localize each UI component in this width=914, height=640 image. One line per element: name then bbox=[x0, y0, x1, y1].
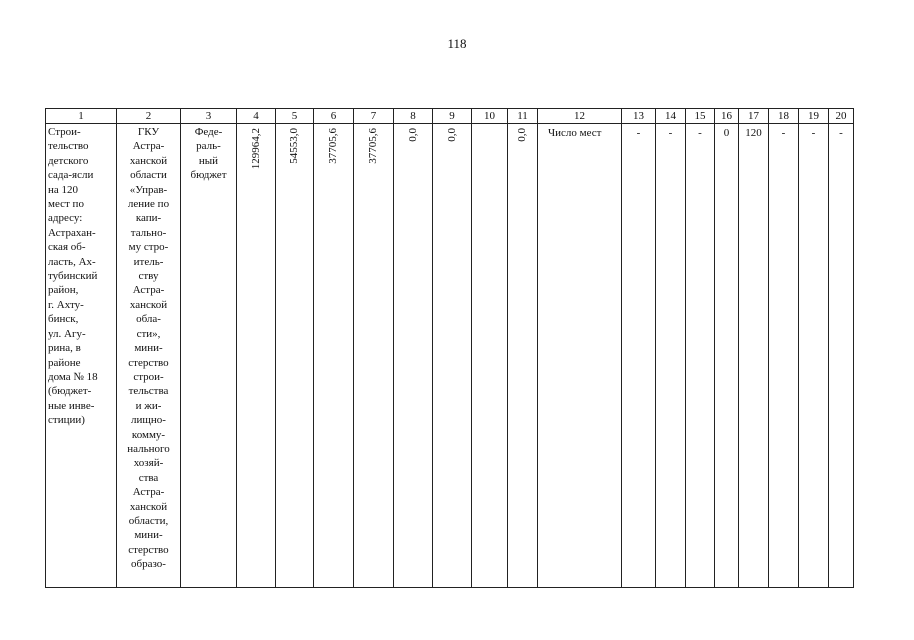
object-name: Строи- тельство детского сада-ясли на 120 мест по адресу: Астрахан- ская об- ласть, Ах- тубинский район, г. Ахту- бинск, ул. Агу- рина, в районе дома № 18 (бюджет- ные инве- стиции) bbox=[48, 126, 98, 427]
value-16: 0 bbox=[723, 127, 730, 139]
col-header-16: 16 bbox=[715, 109, 739, 124]
value-5: 54553,0 bbox=[288, 128, 300, 164]
value-17: 120 bbox=[745, 127, 762, 139]
cell-source bbox=[181, 124, 237, 588]
cell-16 bbox=[715, 124, 739, 588]
value-20: - bbox=[839, 127, 843, 139]
cell-5 bbox=[276, 124, 314, 588]
col-header-7: 7 bbox=[354, 109, 394, 124]
cell-10 bbox=[472, 124, 508, 588]
col-header-8: 8 bbox=[394, 109, 433, 124]
funding-source: Феде- раль- ный бюджет bbox=[190, 126, 227, 182]
cell-8 bbox=[394, 124, 433, 588]
cell-19 bbox=[799, 124, 829, 588]
col-header-19: 19 bbox=[799, 109, 829, 124]
program-table bbox=[45, 108, 854, 588]
indicator-name: Число мест bbox=[548, 127, 602, 139]
col-header-2: 2 bbox=[117, 109, 181, 124]
customer-name: ГКУ Астра- ханской области «Управ- ление по капи- тально- му стро- итель- ству Астра- ханской обла- сти», мини- стерство строи- тельства и жи- лищно- комму- нального хозяй- ства Астра- ханской области, мини- стерство образо- bbox=[127, 126, 170, 571]
col-header-5: 5 bbox=[276, 109, 314, 124]
value-7: 37705,6 bbox=[367, 128, 379, 164]
col-header-12: 12 bbox=[538, 109, 622, 124]
value-8: 0,0 bbox=[406, 128, 419, 142]
col-header-18: 18 bbox=[769, 109, 799, 124]
col-header-13: 13 bbox=[622, 109, 656, 124]
value-9: 0,0 bbox=[445, 128, 458, 142]
cell-customer bbox=[117, 124, 181, 588]
value-6: 37705,6 bbox=[327, 128, 339, 164]
header-row bbox=[46, 109, 854, 124]
cell-9 bbox=[433, 124, 472, 588]
cell-indicator bbox=[538, 124, 622, 588]
value-18: - bbox=[781, 127, 786, 139]
col-header-14: 14 bbox=[656, 109, 686, 124]
col-header-20: 20 bbox=[829, 109, 854, 124]
col-header-1: 1 bbox=[46, 109, 117, 124]
cell-14 bbox=[656, 124, 686, 588]
cell-11 bbox=[508, 124, 538, 588]
cell-20 bbox=[829, 124, 854, 588]
cell-object bbox=[46, 124, 117, 588]
col-header-15: 15 bbox=[686, 109, 715, 124]
value-15: - bbox=[698, 127, 702, 139]
col-header-3: 3 bbox=[181, 109, 237, 124]
value-13: - bbox=[636, 127, 641, 139]
cell-4 bbox=[237, 124, 276, 588]
cell-13 bbox=[622, 124, 656, 588]
col-header-6: 6 bbox=[314, 109, 354, 124]
cell-7 bbox=[354, 124, 394, 588]
value-19: - bbox=[811, 127, 816, 139]
table-row bbox=[46, 124, 854, 588]
col-header-11: 11 bbox=[508, 109, 538, 124]
cell-18 bbox=[769, 124, 799, 588]
cell-6 bbox=[314, 124, 354, 588]
cell-15 bbox=[686, 124, 715, 588]
page-number: 118 bbox=[447, 36, 467, 51]
col-header-10: 10 bbox=[472, 109, 508, 124]
cell-17 bbox=[739, 124, 769, 588]
value-4: 129964,2 bbox=[249, 128, 262, 170]
col-header-17: 17 bbox=[739, 109, 769, 124]
col-header-9: 9 bbox=[433, 109, 472, 124]
value-11: 0,0 bbox=[516, 128, 528, 142]
value-14: - bbox=[668, 127, 673, 139]
col-header-4: 4 bbox=[237, 109, 276, 124]
